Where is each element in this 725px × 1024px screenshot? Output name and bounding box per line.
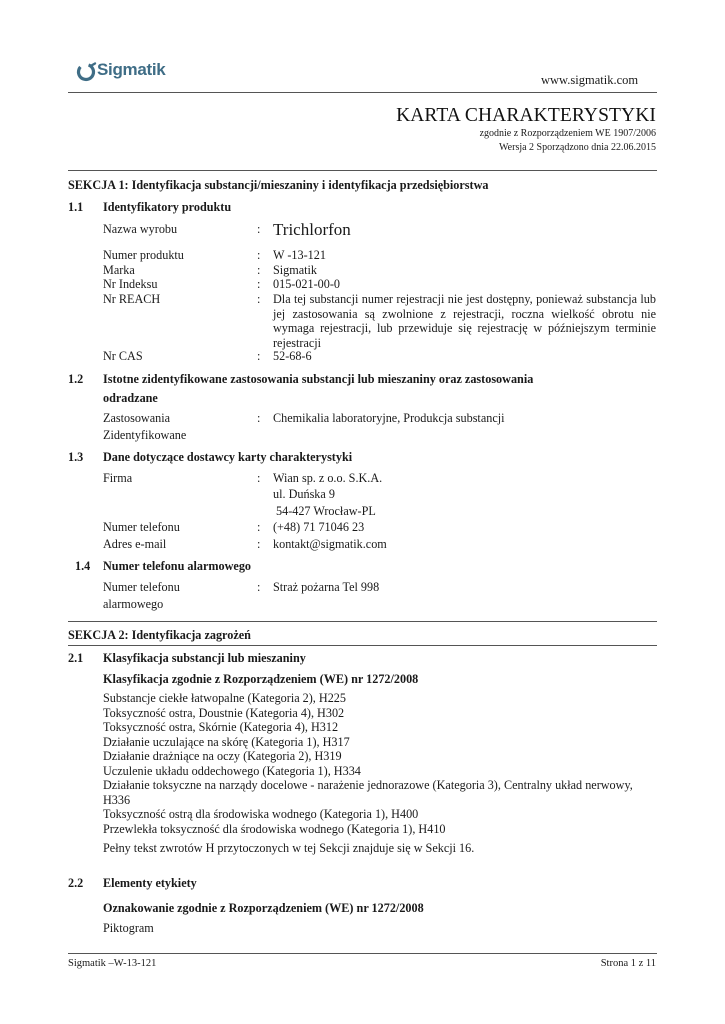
colon: : bbox=[257, 277, 261, 291]
uses-label-line1: Zastosowania bbox=[103, 411, 171, 425]
hazard-item: Działanie drażniące na oczy (Kategoria 2), H319 bbox=[103, 749, 342, 763]
cas-label: Nr CAS bbox=[103, 349, 143, 363]
document-title: KARTA CHARAKTERYSTYKI bbox=[396, 105, 656, 126]
emergency-value: Straż pożarna Tel 998 bbox=[273, 580, 380, 594]
email-label: Adres e-mail bbox=[103, 537, 167, 551]
version-line: Wersja 2 Sporządzono dnia 22.06.2015 bbox=[499, 142, 656, 153]
s22-number: 2.2 bbox=[68, 876, 84, 890]
emergency-label-line2: alarmowego bbox=[103, 597, 164, 611]
colon: : bbox=[257, 248, 261, 262]
hazard-item: Substancje ciekłe łatwopalne (Kategoria 2), H225 bbox=[103, 691, 346, 705]
s12-number: 1.2 bbox=[68, 372, 84, 386]
hazard-item: Toksyczność ostra, Skórnie (Kategoria 4), H312 bbox=[103, 720, 339, 734]
section2-title-divider bbox=[68, 645, 657, 646]
cas-value: 52-68-6 bbox=[273, 349, 312, 363]
footer-divider bbox=[68, 953, 657, 954]
s14-title: Numer telefonu alarmowego bbox=[103, 559, 252, 573]
colon: : bbox=[257, 222, 261, 236]
reach-value: Dla tej substancji numer rejestracji nie jest dostępny, ponieważ substancja lub jej zastosowania są zwolnione z rejestracji, roczna wielkość obrotu nie wymaga rejestracji, lub przewiduje się rejestrację w późniejszym terminie rejestracji bbox=[273, 292, 656, 350]
s12-title-line2: odradzane bbox=[103, 391, 158, 405]
phone-value: (+48) 71 71046 23 bbox=[273, 520, 365, 534]
company-street: ul. Duńska 9 bbox=[273, 487, 335, 501]
phone-label: Numer telefonu bbox=[103, 520, 180, 534]
s11-title: Identyfikatory produktu bbox=[103, 200, 232, 214]
s22-title: Elementy etykiety bbox=[103, 876, 197, 890]
uses-label-line2: Zidentyfikowane bbox=[103, 428, 187, 442]
section2-title: SEKCJA 2: Identyfikacja zagrożeń bbox=[68, 628, 251, 642]
footer-page-number: Strona 1 z 11 bbox=[600, 958, 656, 969]
s13-number: 1.3 bbox=[68, 450, 84, 464]
hazard-item: Przewlekła toksyczność dla środowiska wodnego (Kategoria 1), H410 bbox=[103, 821, 446, 836]
colon: : bbox=[257, 263, 261, 277]
colon: : bbox=[257, 471, 261, 485]
company-name: Wian sp. z o.o. S.K.A. bbox=[273, 471, 383, 485]
footer-doc-id: Sigmatik –W-13-121 bbox=[68, 958, 157, 969]
hazard-item: Toksyczność ostra, Doustnie (Kategoria 4), H302 bbox=[103, 705, 345, 720]
index-value: 015-021-00-0 bbox=[273, 277, 341, 291]
s22-subtitle: Oznakowanie zgodnie z Rozporządzeniem (WE) nr 1272/2008 bbox=[103, 901, 424, 915]
section1-top-divider bbox=[68, 170, 657, 171]
brand-value: Sigmatik bbox=[273, 263, 318, 277]
colon: : bbox=[257, 411, 261, 425]
header-divider bbox=[68, 92, 657, 93]
section1-title: SEKCJA 1: Identyfikacja substancji/mieszaniny i identyfikacja przedsiębiorstwa bbox=[68, 178, 489, 192]
company-label: Firma bbox=[103, 471, 133, 485]
s11-number: 1.1 bbox=[68, 200, 84, 214]
website-link[interactable]: www.sigmatik.com bbox=[541, 73, 639, 87]
colon: : bbox=[257, 537, 261, 551]
reach-label: Nr REACH bbox=[103, 292, 161, 306]
index-label: Nr Indeksu bbox=[103, 277, 158, 291]
product-number-value: W -13-121 bbox=[273, 248, 326, 262]
sigmatik-logo bbox=[76, 60, 176, 84]
s21-title: Klasyfikacja substancji lub mieszaniny bbox=[103, 651, 306, 665]
logo-text: Sigmatik bbox=[97, 60, 166, 79]
product-name: Trichlorfon bbox=[273, 220, 351, 239]
brand-label: Marka bbox=[103, 263, 135, 277]
s21-number: 2.1 bbox=[68, 651, 84, 665]
company-city: 54-427 Wrocław-PL bbox=[276, 504, 376, 518]
product-name-label: Nazwa wyrobu bbox=[103, 222, 178, 236]
colon: : bbox=[257, 520, 261, 534]
uses-value: Chemikalia laboratoryjne, Produkcja substancji bbox=[273, 411, 505, 425]
hazard-item: Działanie toksyczne na narządy docelowe - narażenie jednorazowe (Kategoria 3), Centralny układ nerwowy, H336 bbox=[103, 778, 633, 807]
hazard-item: Toksyczność ostrą dla środowiska wodnego (Kategoria 1), H400 bbox=[103, 807, 419, 821]
pictogram-label: Piktogram bbox=[103, 921, 154, 935]
product-number-label: Numer produktu bbox=[103, 248, 184, 262]
regulation-line: zgodnie z Rozporządzeniem WE 1907/2006 bbox=[479, 128, 656, 139]
colon: : bbox=[257, 580, 261, 594]
s12-title-line1: Istotne zidentyfikowane zastosowania substancji lub mieszaniny oraz zastosowania bbox=[103, 372, 534, 386]
colon: : bbox=[257, 292, 261, 306]
s14-number: 1.4 bbox=[75, 559, 91, 573]
emergency-label-line1: Numer telefonu bbox=[103, 580, 180, 594]
colon: : bbox=[257, 349, 261, 363]
s13-title: Dane dotyczące dostawcy karty charakterystyki bbox=[103, 450, 353, 464]
section2-top-divider bbox=[68, 621, 657, 622]
h-statements-note: Pełny tekst zwrotów H przytoczonych w tej Sekcji znajduje się w Sekcji 16. bbox=[103, 841, 475, 855]
logo-mark-icon bbox=[76, 61, 98, 83]
hazard-item: Uczulenie układu oddechowego (Kategoria 1), H334 bbox=[103, 763, 361, 778]
email-value[interactable]: kontakt@sigmatik.com bbox=[273, 537, 387, 551]
s21-subtitle: Klasyfikacja zgodnie z Rozporządzeniem (WE) nr 1272/2008 bbox=[103, 672, 419, 686]
hazard-item: Działanie uczulające na skórę (Kategoria 1), H317 bbox=[103, 734, 350, 749]
